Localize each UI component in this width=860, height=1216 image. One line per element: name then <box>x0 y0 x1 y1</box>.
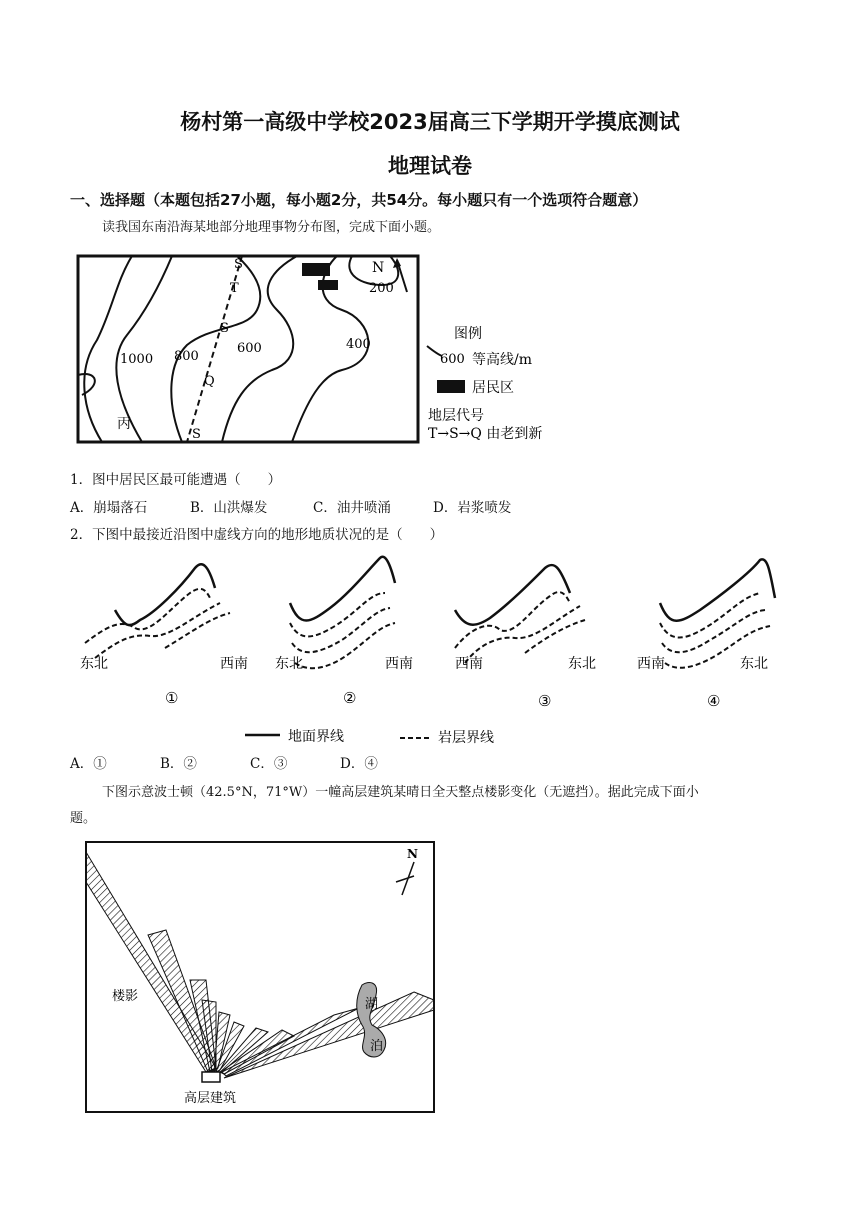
building-marker <box>202 1072 220 1082</box>
contour-label-600: 600 <box>237 341 262 356</box>
strata-label-s-bottom: S <box>192 427 201 442</box>
profile-4-right: 东北 <box>740 656 768 672</box>
legend-strata-order: T→S→Q 由老到新 <box>428 426 543 442</box>
profile-3-num: ③ <box>538 692 552 710</box>
legend-solid-label: 地面界线 <box>288 729 344 745</box>
profile-2-right: 西南 <box>385 656 413 672</box>
shadow-diagram <box>84 840 438 1116</box>
page-subtitle: 地理试卷 <box>388 154 472 178</box>
profile-4-left: 西南 <box>637 656 665 672</box>
q1-option-b[interactable]: B．山洪爆发 <box>190 500 268 516</box>
q2-option-b[interactable]: B．② <box>160 756 197 772</box>
lake-label-1: 湖 <box>365 997 379 1012</box>
profile-3-right: 东北 <box>568 656 596 672</box>
profile-2-left: 东北 <box>275 656 303 672</box>
residential-block <box>318 280 338 290</box>
contour-map <box>72 250 572 450</box>
q2-option-d[interactable]: D．④ <box>340 756 378 772</box>
section-heading: 一、选择题（本题包括27小题，每小题2分，共54分。每小题只有一个选项符合题意） <box>70 191 648 209</box>
strata-label-t: T <box>230 281 239 296</box>
q2-option-a[interactable]: A．① <box>70 756 107 772</box>
profile-3-left: 西南 <box>455 656 483 672</box>
q2-option-c[interactable]: C．③ <box>250 756 288 772</box>
profile-1-right: 西南 <box>220 656 248 672</box>
question-1-stem: 1．图中居民区最可能遭遇（ ） <box>70 472 282 488</box>
lake-label-2: 泊 <box>370 1039 384 1054</box>
north-label: N <box>372 260 385 276</box>
label-bing: 丙 <box>117 416 131 432</box>
strata-label-s-top: S <box>234 257 243 272</box>
legend-dashed-label: 岩层界线 <box>438 730 494 746</box>
q1-option-d[interactable]: D．岩浆喷发 <box>433 500 512 516</box>
legend-contour: 等高线/m <box>472 352 532 368</box>
strata-label-q: Q <box>204 374 215 389</box>
intro-text-1: 读我国东南沿海某地部分地理事物分布图，完成下面小题。 <box>102 220 441 235</box>
legend-contour-value: 600 <box>440 352 465 367</box>
legend-residential: 居民区 <box>472 380 514 396</box>
contour-label-400: 400 <box>346 337 371 352</box>
contour-label-1000: 1000 <box>120 352 154 367</box>
north-label-2: N <box>407 847 418 861</box>
building-label: 高层建筑 <box>184 1091 237 1106</box>
contour-label-800: 800 <box>174 349 199 364</box>
shadow-label: 楼影 <box>112 989 139 1004</box>
profile-4-num: ④ <box>707 692 721 710</box>
residential-block <box>302 263 330 276</box>
q1-option-c[interactable]: C．油井喷涌 <box>313 500 391 516</box>
intro-text-2-line2: 题。 <box>70 811 97 826</box>
intro-text-2-line1: 下图示意波士顿（42.5°N，71°W）一幢高层建筑某晴日全天整点楼影变化（无遮挡）。据此完成下面小 <box>102 785 699 800</box>
page-title: 杨村第一高级中学校2023届高三下学期开学摸底测试 <box>180 110 680 134</box>
q1-option-a[interactable]: A．崩塌落石 <box>70 500 148 516</box>
profile-diagrams <box>70 548 790 748</box>
legend-strata-title: 地层代号 <box>428 408 484 424</box>
legend-title: 图例 <box>454 326 482 342</box>
profile-1-num: ① <box>165 689 179 707</box>
strata-label-s: S <box>220 321 229 336</box>
profile-2-num: ② <box>343 689 357 707</box>
contour-label-200: 200 <box>369 281 394 296</box>
profile-1-left: 东北 <box>80 656 108 672</box>
question-2-stem: 2．下图中最接近沿图中虚线方向的地形地质状况的是（ ） <box>70 527 444 543</box>
